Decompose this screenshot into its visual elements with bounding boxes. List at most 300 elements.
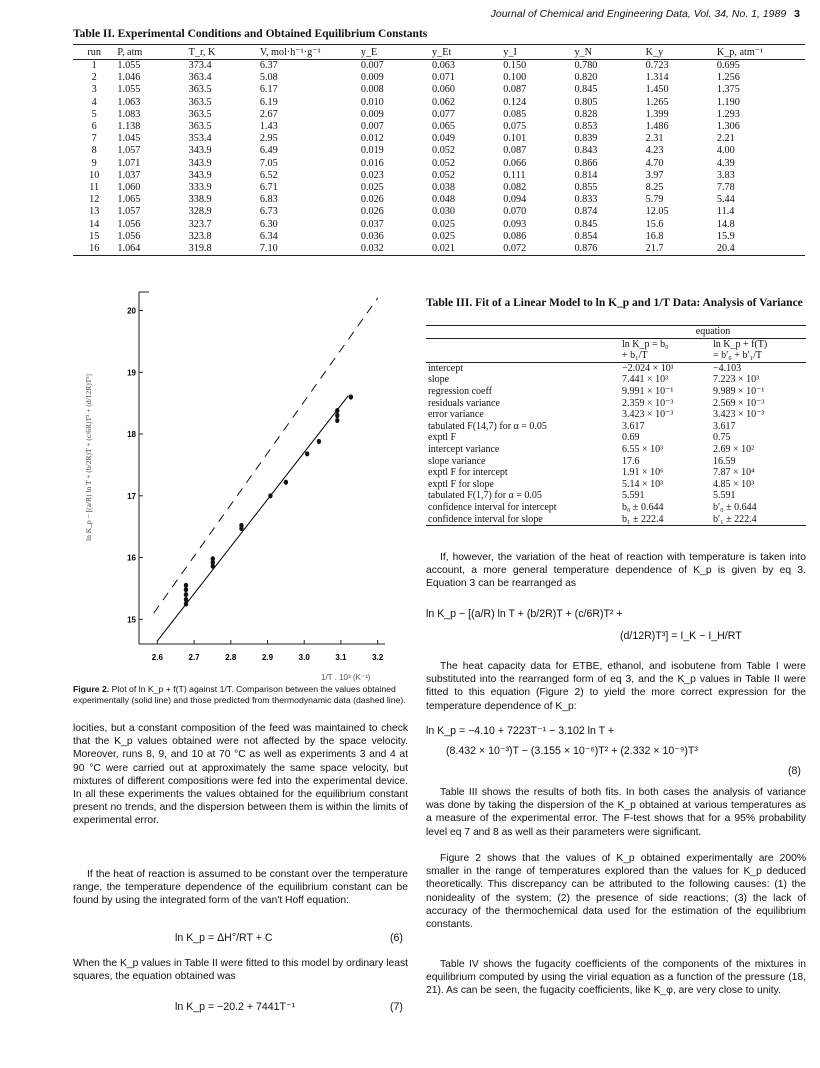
table3-title: Table III. Fit of a Linear Model to ln K_p and 1/T Data: Analysis of Variance bbox=[426, 297, 803, 309]
right-paragraph-3: Table III shows the results of both fits. In both cases the analysis of variance was done by taking the dispersion of the K_p obtained at various temperatures as a measure of the experimental error. The F-test shows that for a 95% probability level eq 7 and 8 as well as their parameters were significant. bbox=[426, 787, 806, 838]
table3-col1-header: ln K_p = b₀ bbox=[620, 338, 711, 350]
table3-col1-header-2: + b₁/T bbox=[620, 350, 711, 362]
table3-col2-header-2: = b′₀ + b′₁/T bbox=[711, 350, 806, 362]
data-point bbox=[184, 583, 188, 588]
table2-cell: 0.038 bbox=[432, 182, 455, 194]
table2-cell: 0.066 bbox=[503, 157, 527, 169]
table2-row bbox=[73, 60, 805, 73]
table2-cell: 323.7 bbox=[188, 218, 212, 230]
x-axis-label: 1/T . 10³ (K⁻¹) bbox=[321, 673, 371, 682]
table2-cell: 363.5 bbox=[188, 96, 212, 108]
x-tick-label: 2.7 bbox=[188, 653, 200, 662]
table3-row bbox=[426, 444, 806, 456]
equation-8-number: (8) bbox=[788, 765, 801, 777]
table2-cell: 0.077 bbox=[432, 108, 455, 120]
table2-cell: 1.293 bbox=[716, 108, 740, 120]
table2-cell: 338.9 bbox=[188, 194, 212, 206]
table2-cell: 5.79 bbox=[645, 194, 664, 206]
figure-2-chart bbox=[73, 286, 413, 682]
table2-cell: 7.10 bbox=[258, 243, 359, 256]
table3-cell: 1.91 × 10⁶ bbox=[622, 467, 664, 479]
table2-row bbox=[73, 158, 805, 170]
table2-cell: 0.839 bbox=[574, 133, 598, 145]
table3-cell: 3.617 bbox=[712, 420, 736, 432]
table3-row bbox=[426, 398, 806, 410]
table2-cell: 0.833 bbox=[574, 194, 598, 206]
table2-cell: 3.83 bbox=[716, 169, 735, 181]
table2-header-3: V, mol·h⁻¹·g⁻¹ bbox=[258, 45, 359, 60]
table2-cell: 0.023 bbox=[360, 169, 384, 181]
table2-cell: 1.037 bbox=[117, 169, 141, 181]
table3-cell: 5.591 bbox=[622, 490, 645, 502]
data-point bbox=[305, 451, 309, 456]
x-tick-label: 2.8 bbox=[225, 653, 237, 662]
table2-cell: 0.805 bbox=[574, 96, 598, 108]
table2-row bbox=[73, 194, 805, 206]
table2-cell: 0.060 bbox=[432, 84, 455, 96]
table2-cell: 0.101 bbox=[503, 133, 527, 145]
table3-cell: regression coeff bbox=[428, 385, 492, 397]
table2-cell: 6.83 bbox=[259, 194, 278, 206]
table2-cell: 0.071 bbox=[432, 72, 455, 84]
table2-cell: 2.95 bbox=[259, 133, 278, 145]
table3-cell: 0.75 bbox=[712, 432, 731, 444]
table2-cell: 14 bbox=[89, 218, 100, 230]
table2-cell: 1.306 bbox=[716, 121, 740, 133]
table2-cell: 323.8 bbox=[188, 230, 212, 242]
table2-row bbox=[73, 84, 805, 96]
table2-header-0: run bbox=[73, 45, 115, 60]
table3-row bbox=[426, 409, 806, 421]
table3-cell: 9.991 × 10⁻¹ bbox=[622, 385, 674, 397]
table2-cell: 0.082 bbox=[503, 182, 527, 194]
table2-cell: 1.064 bbox=[115, 243, 186, 256]
table2-cell: 11 bbox=[89, 182, 100, 194]
table3-cell: tabulated F(14,7) for α = 0.05 bbox=[428, 420, 547, 432]
table2-cell: 10 bbox=[89, 169, 100, 181]
thermodynamic-prediction-line bbox=[154, 298, 378, 613]
table2-cell: 6.17 bbox=[259, 84, 278, 96]
table2-cell: 15.6 bbox=[645, 218, 664, 230]
table2-header-1: P, atm bbox=[115, 45, 186, 60]
table2-cell: 11.4 bbox=[716, 206, 735, 218]
table2-cell: 5.44 bbox=[716, 194, 735, 206]
table3-row bbox=[426, 362, 806, 374]
data-point bbox=[184, 592, 188, 597]
table2-cell: 0.086 bbox=[503, 230, 527, 242]
x-tick-label: 2.9 bbox=[261, 653, 274, 662]
journal-citation: Journal of Chemical and Engineering Data, Vol. 34, No. 1, 1989 bbox=[490, 8, 787, 20]
data-point bbox=[211, 556, 215, 561]
table2-cell: 15 bbox=[89, 230, 100, 242]
table2-cell: 4.39 bbox=[716, 157, 735, 169]
table3-cell: b₀ ± 0.644 bbox=[622, 501, 664, 513]
table2-cell: 0.062 bbox=[432, 96, 455, 108]
table2-cell: 0.037 bbox=[360, 218, 384, 230]
table3-cell: 9.989 × 10⁻¹ bbox=[712, 385, 765, 397]
table3-cell: 3.423 × 10⁻³ bbox=[622, 409, 674, 421]
table3-group-header: equation bbox=[620, 326, 806, 339]
table2-cell: 3.97 bbox=[645, 169, 664, 181]
table2-cell: 0.052 bbox=[432, 145, 455, 157]
table2-cell: 0.150 bbox=[503, 60, 527, 71]
table2-cell: 2.31 bbox=[645, 133, 664, 145]
table2-cell: 0.075 bbox=[503, 121, 527, 133]
table2-header-2: T_r, K bbox=[187, 45, 258, 60]
equation-rearranged-b: (d/12R)T³] = I_K − I_H/RT bbox=[620, 630, 742, 642]
table2-cell: 12 bbox=[89, 194, 100, 206]
table2-cell: 373.4 bbox=[188, 60, 212, 71]
table2-cell: 0.010 bbox=[360, 96, 384, 108]
table2-cell: 0.007 bbox=[360, 60, 384, 71]
table2-cell: 0.049 bbox=[432, 133, 455, 145]
y-tick-label: 15 bbox=[127, 615, 136, 625]
table2-cell: 21.7 bbox=[644, 243, 715, 256]
table2-cell: 6.30 bbox=[259, 218, 278, 230]
table2-row bbox=[73, 182, 805, 194]
right-paragraph-2: The heat capacity data for ETBE, ethanol, and isobutene from Table I were substituted into the rearranged form of eq 3, and the K_p values in Table II were fitted to this equation (Figure 2) to yield the more correct expression for the temperature dependence of K_p: bbox=[426, 661, 806, 712]
table3-col2-header: ln K_p + f(T) bbox=[711, 338, 806, 350]
data-point bbox=[239, 523, 243, 528]
table2-cell: 0.845 bbox=[574, 84, 598, 96]
table2-row bbox=[73, 231, 805, 243]
table2-cell: 363.5 bbox=[188, 121, 212, 133]
table2-cell: 343.9 bbox=[188, 157, 212, 169]
table3 bbox=[426, 325, 806, 526]
table3-cell: 4.85 × 10³ bbox=[712, 478, 755, 490]
table2-cell: 0.026 bbox=[360, 194, 384, 206]
table2-row bbox=[73, 97, 805, 109]
y-tick-label: 18 bbox=[127, 430, 136, 440]
table2-cell: 0.030 bbox=[432, 206, 455, 218]
table2-cell: 7.78 bbox=[716, 182, 735, 194]
table2-header-4: y_E bbox=[359, 45, 430, 60]
table2-cell: 0.025 bbox=[360, 182, 384, 194]
table2-header-8: K_y bbox=[644, 45, 715, 60]
table2-cell: 14.8 bbox=[716, 218, 735, 230]
y-axis-label: ln K_p − [(a/R) ln T + (b/2R)T + (c/6R)T² + (d/12R)T³] bbox=[84, 373, 93, 541]
table3-cell: confidence interval for intercept bbox=[428, 501, 557, 513]
table2-cell: 1.057 bbox=[117, 206, 141, 218]
table3-cell: 3.423 × 10⁻³ bbox=[712, 409, 765, 421]
table2-cell: 1.060 bbox=[117, 182, 141, 194]
table2-cell: 0.695 bbox=[716, 60, 740, 71]
left-paragraph-3: When the K_p values in Table II were fitted to this model by ordinary least squares, the equation obtained was bbox=[73, 958, 408, 983]
equation-6-number: (6) bbox=[390, 932, 403, 944]
table3-row bbox=[426, 456, 806, 468]
table2-row bbox=[73, 219, 805, 231]
table2-cell: 0.855 bbox=[574, 182, 598, 194]
table2-cell: 0.012 bbox=[360, 133, 384, 145]
table2-cell: 8 bbox=[91, 145, 97, 157]
table2-cell: 3 bbox=[91, 84, 97, 96]
table3-cell: −4.103 bbox=[712, 362, 742, 374]
table2-cell: 1.486 bbox=[645, 121, 669, 133]
table3-row bbox=[426, 490, 806, 502]
equation-7-number: (7) bbox=[390, 1001, 403, 1013]
table2-cell: 2.21 bbox=[716, 133, 735, 145]
table2-row bbox=[73, 121, 805, 133]
table3-cell: 2.569 × 10⁻³ bbox=[712, 397, 765, 409]
table2-cell: 0.828 bbox=[574, 108, 598, 120]
table2-header-9: K_p, atm⁻¹ bbox=[715, 45, 805, 60]
table2-cell: 0.087 bbox=[503, 145, 527, 157]
table2-cell: 0.025 bbox=[432, 230, 455, 242]
table2-cell: 1.057 bbox=[117, 145, 141, 157]
table3-cell: residuals variance bbox=[428, 397, 500, 409]
table2-cell: 0.780 bbox=[574, 60, 598, 71]
table2-cell: 4.00 bbox=[716, 145, 735, 157]
table3-row bbox=[426, 467, 806, 479]
table2-cell: 6.73 bbox=[259, 206, 278, 218]
table2-cell: 4 bbox=[91, 96, 97, 108]
running-head bbox=[0, 8, 800, 20]
table2-cell: 0.036 bbox=[360, 230, 384, 242]
table2-cell: 4.70 bbox=[645, 157, 664, 169]
table2-cell: 1.314 bbox=[645, 72, 669, 84]
table2-cell: 343.9 bbox=[188, 145, 212, 157]
table2-cell: 0.007 bbox=[360, 121, 384, 133]
table2-cell: 15.9 bbox=[716, 230, 735, 242]
table3-cell: intercept bbox=[428, 362, 463, 374]
table2-cell: 2.67 bbox=[259, 108, 278, 120]
table2-cell: 8.25 bbox=[645, 182, 664, 194]
left-paragraph-1: locities, but a constant composition of the feed was maintained to check that the K_p values obtained were not affected by the space velocity. Moreover, runs 8, 9, and 10 at 70 °C as well as experiments 3 and 4 at 90 °C were carried out at approximately the same space velocity, but mixtures of different compositions were fed into the experimental device. In all these experiments the values obtained for the equilibrium constant present no trends, and the dispersion between them is within the limits of experimental error. bbox=[73, 723, 408, 827]
table2-cell: 0.853 bbox=[574, 121, 598, 133]
table3-row bbox=[426, 502, 806, 514]
table3-row bbox=[426, 386, 806, 398]
data-point bbox=[335, 408, 339, 413]
left-paragraph-2: If the heat of reaction is assumed to be constant over the temperature range, the temperature dependence of the equilibrium constant can be found by using the integrated form of the van't Hoff equation: bbox=[73, 869, 408, 907]
table2-cell: 5 bbox=[91, 108, 97, 120]
table3-row bbox=[426, 421, 806, 433]
x-tick-label: 3.2 bbox=[372, 653, 384, 662]
caption-text: Plot of ln K_p + f(T) against 1/T. Comparison between the values obtained experimentally (solid line) and those predicted from thermodynamic data (dashed line). bbox=[73, 684, 406, 705]
table2-cell: 1.450 bbox=[645, 84, 669, 96]
table2-cell: 0.814 bbox=[574, 169, 598, 181]
table2-cell: 363.4 bbox=[188, 72, 212, 84]
x-tick-label: 3.1 bbox=[335, 653, 347, 662]
table2-cell: 1.375 bbox=[716, 84, 740, 96]
table3-cell: 2.359 × 10⁻³ bbox=[622, 397, 674, 409]
table3-cell: slope bbox=[428, 374, 450, 386]
table2-cell: 0.052 bbox=[432, 157, 455, 169]
table2 bbox=[73, 44, 805, 256]
table3-cell: 7.87 × 10⁴ bbox=[712, 467, 755, 479]
table2-cell: 353.4 bbox=[188, 133, 212, 145]
table2-cell: 1.046 bbox=[117, 72, 141, 84]
right-paragraph-4: Figure 2 shows that the values of K_p obtained experimentally are 200% smaller in the range of temperatures explored than the values for K_p deduced theoretically. This discrepancy can be attributed to the following causes: (1) the nonideality of the system; (2) the presence of side reactions; (3) the lack of accuracy of the thermochemical data used for the estimation of the equilibrium constants. bbox=[426, 853, 806, 931]
table2-cell: 4.23 bbox=[645, 145, 664, 157]
table2-cell: 6.37 bbox=[259, 60, 278, 71]
table2-cell: 1.138 bbox=[117, 121, 141, 133]
equation-6: ln K_p = ΔH°/RT + C bbox=[175, 932, 273, 944]
table3-row bbox=[426, 479, 806, 491]
table2-cell: 0.100 bbox=[503, 72, 527, 84]
table2-cell: 6.49 bbox=[259, 145, 278, 157]
equation-8-b: (8.432 × 10⁻³)T − (3.155 × 10⁻⁶)T² + (2.332 × 10⁻⁹)T³ bbox=[446, 745, 698, 757]
equation-rearranged-a: ln K_p − [(a/R) ln T + (b/2R)T + (c/6R)T² + bbox=[426, 608, 623, 620]
table2-cell: 0.016 bbox=[360, 157, 384, 169]
table2-cell: 1.055 bbox=[117, 60, 141, 71]
table3-cell: exptl F for slope bbox=[428, 478, 494, 490]
table2-cell: 12.05 bbox=[645, 206, 669, 218]
x-tick-label: 2.6 bbox=[151, 653, 163, 662]
table3-cell: 5.591 bbox=[712, 490, 736, 502]
data-point bbox=[268, 493, 272, 498]
table2-cell: 0.845 bbox=[574, 218, 598, 230]
table3-cell: 17.6 bbox=[622, 455, 640, 467]
y-tick-label: 17 bbox=[127, 491, 136, 501]
table3-cell: b′₁ ± 222.4 bbox=[711, 514, 806, 526]
table2-cell: 0.087 bbox=[503, 84, 527, 96]
table2-cell: 6.34 bbox=[259, 230, 278, 242]
table3-cell: −2.024 × 10¹ bbox=[622, 362, 674, 374]
table3-cell: exptl F bbox=[428, 432, 457, 444]
table2-cell: 16 bbox=[73, 243, 115, 256]
table2-cell: 1.083 bbox=[117, 108, 141, 120]
table2-cell: 363.5 bbox=[188, 108, 212, 120]
table3-cell: 7.223 × 10³ bbox=[712, 374, 760, 386]
table3-cell: confidence interval for slope bbox=[426, 514, 620, 526]
table3-cell: 16.59 bbox=[712, 455, 736, 467]
table2-cell: 0.843 bbox=[574, 145, 598, 157]
y-tick-label: 20 bbox=[127, 306, 136, 316]
table3-cell: error variance bbox=[428, 409, 484, 421]
x-tick-label: 3.0 bbox=[298, 653, 310, 662]
table3-row bbox=[426, 432, 806, 444]
table2-row bbox=[73, 109, 805, 121]
y-tick-label: 19 bbox=[127, 368, 136, 378]
data-point bbox=[317, 439, 321, 444]
table2-cell: 0.008 bbox=[360, 84, 384, 96]
table2-cell: 1.056 bbox=[117, 218, 141, 230]
table2-cell: 2 bbox=[91, 72, 97, 84]
table2-cell: 0.009 bbox=[360, 108, 384, 120]
table2-cell: 328.9 bbox=[188, 206, 212, 218]
table2-cell: 1.056 bbox=[117, 230, 141, 242]
table3-cell: b₁ ± 222.4 bbox=[620, 514, 711, 526]
table2-row bbox=[73, 243, 805, 256]
table3-cell: exptl F for intercept bbox=[428, 467, 508, 479]
table2-cell: 0.019 bbox=[360, 145, 384, 157]
table2-cell: 7.05 bbox=[259, 157, 278, 169]
table2-cell: 1.43 bbox=[259, 121, 278, 133]
table2-header-7: y_N bbox=[572, 45, 643, 60]
caption-label: Figure 2. bbox=[73, 684, 110, 694]
table3-row bbox=[426, 514, 806, 526]
table2-cell: 0.065 bbox=[432, 121, 455, 133]
table2-cell: 0.063 bbox=[432, 60, 455, 71]
figure-2-caption bbox=[73, 684, 408, 706]
table3-cell: slope variance bbox=[428, 455, 486, 467]
table2-cell: 9 bbox=[91, 157, 97, 169]
table3-cell: 7.441 × 10³ bbox=[622, 374, 669, 386]
table2-cell: 0.111 bbox=[503, 169, 526, 181]
table2-cell: 1.190 bbox=[716, 96, 740, 108]
table2-cell: 20.4 bbox=[715, 243, 805, 256]
table3-cell: 6.55 × 10³ bbox=[622, 443, 664, 455]
table2-cell: 0.026 bbox=[360, 206, 384, 218]
table2-cell: 0.032 bbox=[359, 243, 430, 256]
table2-cell: 13 bbox=[89, 206, 100, 218]
table2-row bbox=[73, 72, 805, 84]
table2-cell: 0.866 bbox=[574, 157, 598, 169]
table2-cell: 0.124 bbox=[503, 96, 527, 108]
chart-tick-labels bbox=[127, 307, 384, 662]
data-point bbox=[335, 418, 339, 423]
table2-cell: 0.723 bbox=[645, 60, 669, 71]
table2-cell: 0.093 bbox=[503, 218, 527, 230]
table2-cell: 6.19 bbox=[259, 96, 278, 108]
data-point bbox=[184, 597, 188, 602]
table2-cell: 0.085 bbox=[503, 108, 527, 120]
right-paragraph-5: Table IV shows the fugacity coefficients of the components of the mixtures in equilibrium computed by using the virial equation as a function of the pressure (18, 21). As can be seen, the fugacity coefficients, like K_φ, are very close to unity. bbox=[426, 959, 806, 997]
table2-row bbox=[73, 145, 805, 157]
table3-cell: 5.14 × 10³ bbox=[622, 478, 664, 490]
data-point bbox=[335, 413, 339, 418]
table3-cell: 0.69 bbox=[622, 432, 640, 444]
table2-cell: 6 bbox=[91, 121, 97, 133]
table2-cell: 0.009 bbox=[360, 72, 384, 84]
table2-cell: 0.854 bbox=[574, 230, 598, 242]
table2-cell: 7 bbox=[91, 133, 97, 145]
table2-cell: 363.5 bbox=[188, 84, 212, 96]
page-number: 3 bbox=[794, 8, 800, 20]
table2-row bbox=[73, 206, 805, 218]
table2-cell: 0.021 bbox=[430, 243, 501, 256]
table2-row bbox=[73, 170, 805, 182]
table2-header-5: y_Et bbox=[430, 45, 501, 60]
equation-7: ln K_p = −20.2 + 7441T⁻¹ bbox=[175, 1001, 296, 1013]
equation-8-a: ln K_p = −4.10 + 7223T⁻¹ − 3.102 ln T + bbox=[426, 725, 615, 737]
table2-cell: 0.820 bbox=[574, 72, 598, 84]
table3-cell: tabulated F(1,7) for α = 0.05 bbox=[428, 490, 542, 502]
y-tick-label: 16 bbox=[127, 553, 136, 563]
table2-cell: 319.8 bbox=[187, 243, 258, 256]
table2-cell: 16.8 bbox=[645, 230, 664, 242]
table2-cell: 0.052 bbox=[432, 169, 455, 181]
table2-cell: 1.055 bbox=[117, 84, 141, 96]
table2-cell: 0.072 bbox=[501, 243, 572, 256]
right-paragraph-1: If, however, the variation of the heat of reaction with temperature is taken into account, a more general temperature dependence of K_p is given by eq 3. Equation 3 can be rearranged as bbox=[426, 552, 806, 590]
table3-cell: b′₀ ± 0.644 bbox=[712, 501, 757, 513]
data-point bbox=[349, 394, 353, 399]
table2-cell: 0.094 bbox=[503, 194, 527, 206]
table2-cell: 6.52 bbox=[259, 169, 278, 181]
chart-axes bbox=[139, 292, 385, 644]
table3-row bbox=[426, 374, 806, 386]
table2-cell: 1.071 bbox=[117, 157, 141, 169]
table2-cell: 1.045 bbox=[117, 133, 141, 145]
table3-cell: 2.69 × 10² bbox=[712, 443, 755, 455]
table2-title: Table II. Experimental Conditions and Obtained Equilibrium Constants bbox=[73, 28, 428, 40]
table2-cell: 0.874 bbox=[574, 206, 598, 218]
table2-cell: 1.265 bbox=[645, 96, 669, 108]
table3-cell: 3.617 bbox=[622, 420, 645, 432]
table2-cell: 1.063 bbox=[117, 96, 141, 108]
table2-row bbox=[73, 133, 805, 145]
table2-cell: 0.048 bbox=[432, 194, 455, 206]
table2-cell: 1 bbox=[91, 60, 97, 71]
table2-cell: 6.71 bbox=[259, 182, 278, 194]
table2-cell: 0.876 bbox=[572, 243, 643, 256]
table2-cell: 1.065 bbox=[117, 194, 141, 206]
table2-cell: 0.025 bbox=[432, 218, 455, 230]
table2-cell: 1.256 bbox=[716, 72, 740, 84]
table2-header-6: y_I bbox=[501, 45, 572, 60]
table2-cell: 333.9 bbox=[188, 182, 212, 194]
